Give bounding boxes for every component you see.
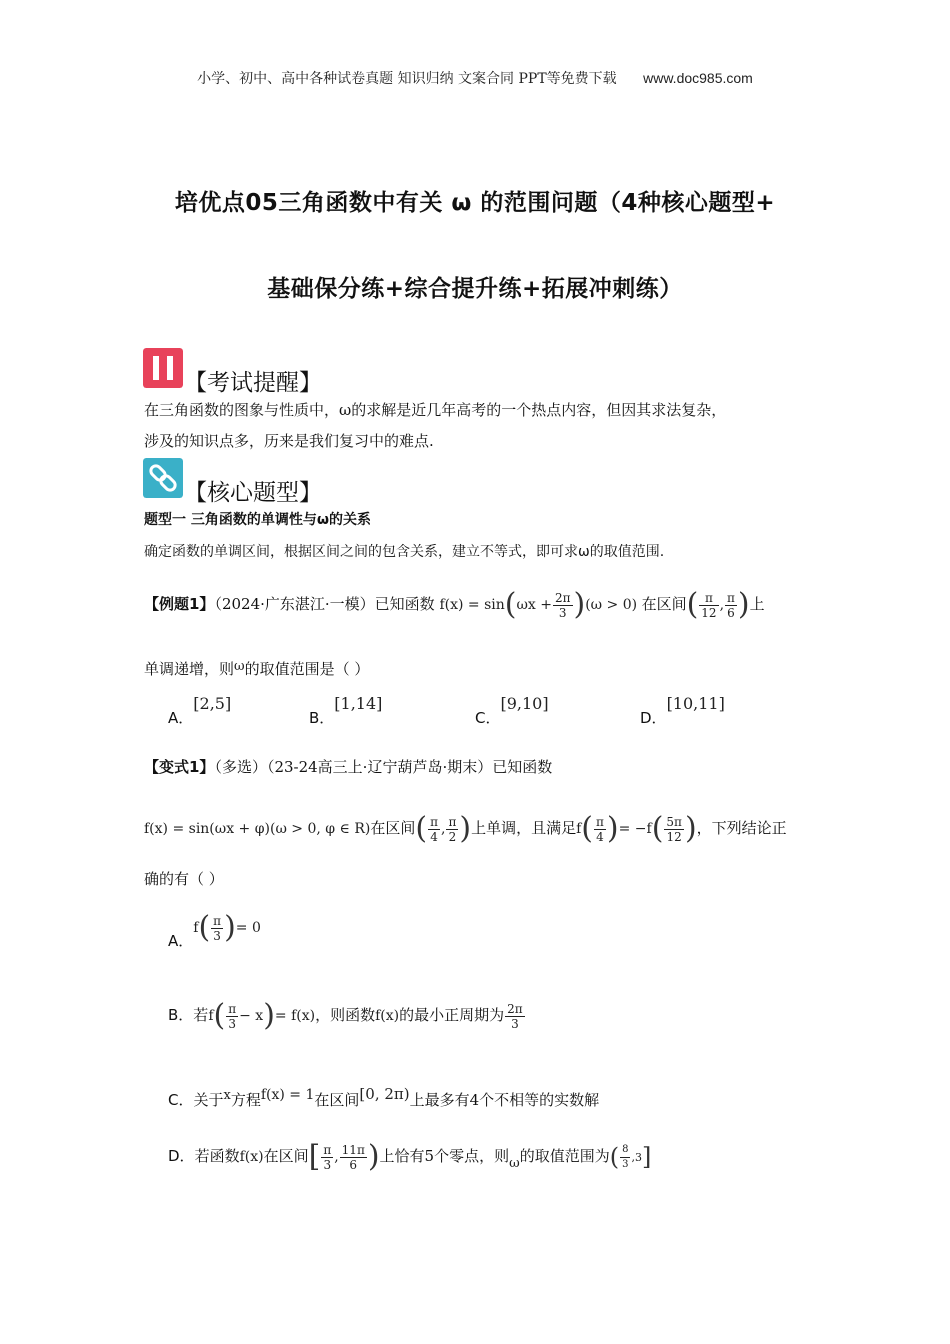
option-c-eq: f(x) = 1 — [260, 1087, 315, 1103]
core-types-heading: 【核心题型】 — [184, 480, 322, 506]
option-c-eq-text: 方程 — [230, 1091, 261, 1109]
example1-interval: ( $\frac{\pi}{12}$ , $\frac{\pi}{6}$ ) — [686, 587, 750, 622]
option-b-then: ，则函数 — [315, 1006, 376, 1024]
option-label: B． — [168, 1006, 194, 1024]
exam-tip-line-1: 在三角函数的图象与性质中，ω的求解是近几年高考的一个热点内容，但因其求法复杂， — [144, 401, 727, 419]
variant1-interval: ( $\frac{\pi}{4}$ , $\frac{\pi}{2}$ ) — [415, 811, 472, 846]
exam-tip-icon-box — [143, 348, 183, 392]
example1-line2 — [144, 658, 369, 679]
variant1-line3: 确的有（ ） — [144, 870, 224, 888]
type1-desc: 确定函数的单调区间，根据区间之间的包含关系，建立不等式，即可求ω的取值范围. — [144, 544, 665, 560]
func-lhs: f(x) = sin — [439, 597, 505, 613]
option-value: [10,11] — [666, 694, 725, 713]
frac-2pi-3: $\frac{2\pi}{3}$ — [554, 590, 571, 620]
option-d-in: 在区间 — [263, 1147, 309, 1165]
option-value: [9,10] — [500, 694, 549, 713]
variant1-line1 — [144, 756, 552, 777]
option-d-omega: ω — [509, 1156, 520, 1171]
option-b-pre: 若 — [193, 1006, 209, 1024]
exam-tip-heading: 【考试提醒】 — [184, 370, 322, 396]
example1-option-c[interactable] — [475, 693, 549, 727]
option-d-pre: 若函数 — [194, 1147, 240, 1165]
option-d-post: 上恰有5个零点，则 — [379, 1147, 510, 1165]
option-label: D． — [168, 1147, 195, 1165]
option-b-period-value: $\frac{2\pi}{3}$ — [507, 1001, 523, 1031]
link-icon — [143, 458, 183, 498]
variant1-option-d[interactable] — [168, 1136, 651, 1184]
variant1-option-a[interactable] — [168, 902, 261, 953]
option-label: A． — [168, 709, 194, 727]
variant1-func: f(x) = sin(ωx + φ)(ω > 0, φ ∈ R) — [144, 821, 371, 837]
option-value: [1,14] — [334, 694, 383, 713]
example1-option-d[interactable] — [640, 693, 725, 727]
variant1-option-c[interactable] — [168, 1074, 599, 1120]
exam-tip-line-2: 涉及的知识点多，历来是我们复习中的难点. — [144, 432, 434, 450]
example1-func: f(x) = sin(ωx + $\frac{2\pi}{3}$ )(ω > 0) — [439, 587, 638, 622]
option-c-pre: 关于 — [193, 1091, 224, 1109]
example1-line2-end: 的取值范围是（ ） — [244, 660, 370, 678]
variant1-tag: （多选）（23-24高三上·辽宁葫芦岛·期末）已知函数 — [214, 758, 553, 776]
option-label: C． — [168, 1091, 194, 1109]
example1-line2-text: 单调递增，则 — [144, 660, 235, 678]
variant1-tail: ，下列结论正 — [696, 819, 787, 837]
omega-symbol: ω — [234, 659, 245, 674]
option-c-post: 上最多有4个不相等的实数解 — [409, 1091, 600, 1109]
example1-line1 — [144, 576, 765, 633]
pause-icon — [143, 348, 183, 388]
option-d-range-text: 的取值范围为 — [519, 1147, 610, 1165]
example1-source: （2024·广东湛江·一模）已知函数 — [214, 595, 435, 613]
option-label: C． — [475, 709, 501, 727]
option-b-period: 的最小正周期为 — [399, 1006, 505, 1024]
option-c-interval: [0, 2π) — [359, 1085, 410, 1103]
option-d-fx: f(x) — [239, 1149, 264, 1165]
option-value: [2,5] — [193, 694, 232, 713]
option-d-range: ( $\frac{8}{3}$ ,3] — [609, 1143, 652, 1171]
example1-option-a[interactable] — [168, 693, 232, 727]
option-c-x: x — [223, 1088, 231, 1103]
option-label: B． — [309, 709, 335, 727]
func-cond: (ω > 0) — [585, 597, 638, 613]
variant1-interval-text: 在区间 — [370, 819, 416, 837]
type1-heading: 题型一 三角函数的单调性与ω的关系 — [144, 512, 372, 528]
header-text: 小学、初中、高中各种试卷真题 知识归纳 文案合同 PPT等免费下载 — [197, 71, 617, 87]
example1-interval-text: 在区间 — [641, 595, 687, 613]
variant1-option-b[interactable] — [168, 990, 526, 1041]
example1-suffix: 上 — [749, 595, 765, 613]
option-b-fx: f(x) — [375, 1008, 400, 1024]
option-label: A． — [168, 932, 194, 950]
option-label: D． — [640, 709, 667, 727]
func-arg: ωx + — [516, 597, 552, 613]
variant1-mono-text: 上单调，且满足 — [471, 819, 577, 837]
core-types-icon-box — [143, 458, 183, 502]
variant1-prefix: 【变式1】 — [144, 758, 215, 776]
page-header — [0, 68, 950, 88]
option-b-math: f( $\frac{\pi}{3}$ − x)= f(x) — [208, 998, 316, 1033]
doc-title-line2: 基础保分练+综合提升练+拓展冲刺练） — [267, 276, 683, 302]
option-c-in: 在区间 — [314, 1091, 360, 1109]
option-a-math: f( $\frac{\pi}{3}$ )= 0 — [193, 910, 261, 945]
variant1-line2 — [144, 800, 787, 857]
option-d-interval: [ $\frac{\pi}{3}$ , $\frac{11\pi}{6}$ ) — [308, 1139, 380, 1174]
variant1-condition: f( $\frac{\pi}{4}$ )= −f( $\frac{5\pi}{12}$ ) — [576, 811, 697, 846]
doc-title-line1: 培优点05三角函数中有关 ω 的范围问题（4种核心题型+ — [174, 190, 776, 216]
example1-prefix: 【例题1】 — [144, 595, 215, 613]
header-url[interactable]: www.doc985.com — [643, 70, 753, 86]
example1-option-b[interactable] — [309, 693, 383, 727]
